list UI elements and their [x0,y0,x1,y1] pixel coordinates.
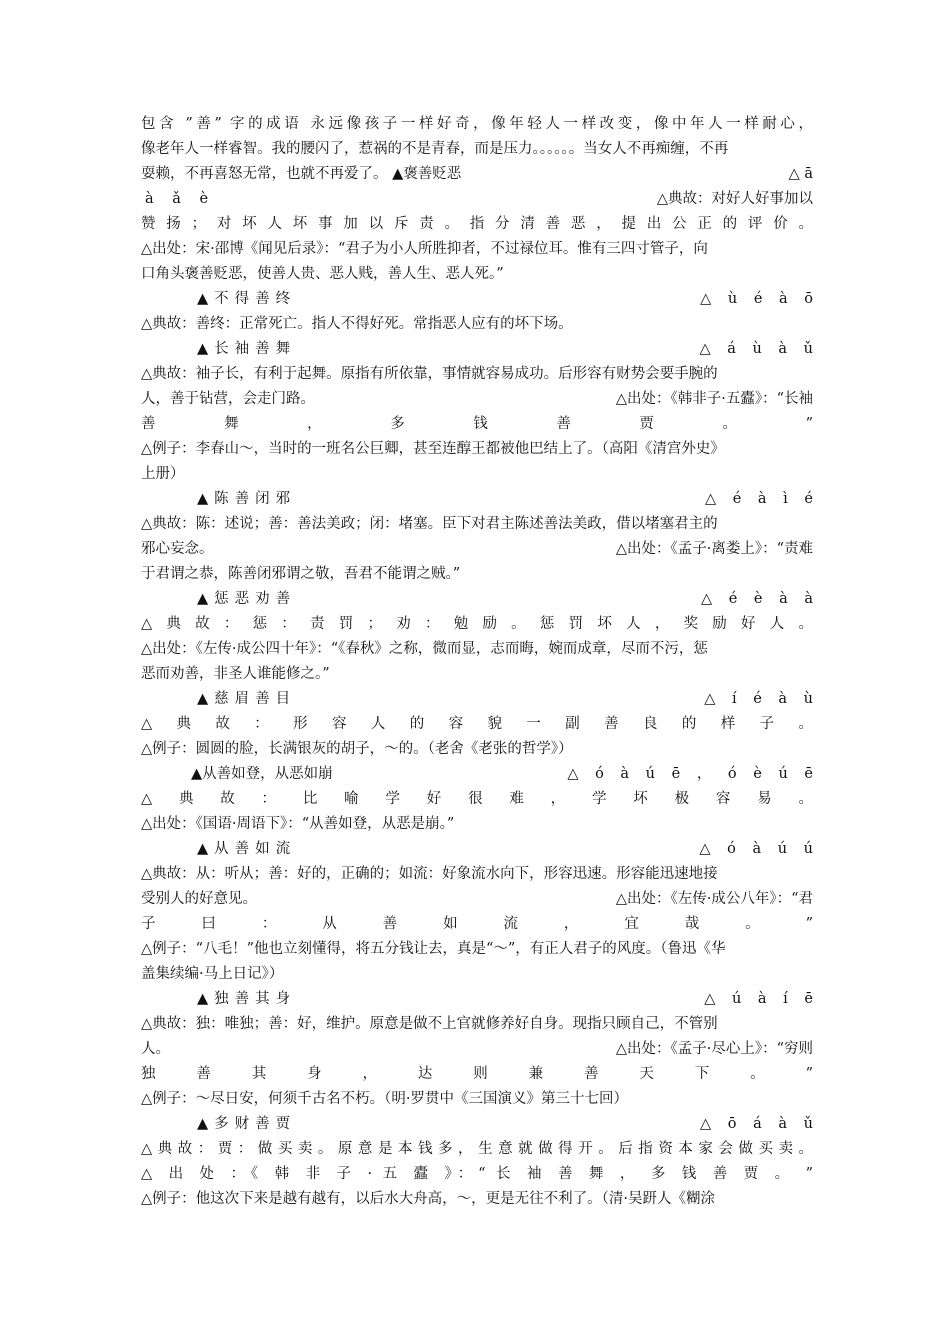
line-right: △出处：《韩非子·五蠹》：“长袖 [615,391,813,407]
idiom-title: ▲从善如登，从恶如崩 [191,766,333,782]
line-right: △ ā [788,166,813,182]
text-line [141,337,813,362]
document-page [141,112,813,1212]
idiom-pinyin: △ á ù à ǔ [699,341,813,357]
text-line [141,387,813,412]
text-line: △例子：～尽日安，何须千古名不朽。（明·罗贯中《三国演义》第三十七回） [141,1091,629,1107]
text-line: △典故：陈：述说；善：善法美政；闭：堵塞。臣下对君主陈述善法美政，借以堵塞君主的 [141,516,718,532]
text-line: △例子：“八毛！”他也立刻懂得，将五分钱让去，真是“～”，有正人君子的风度。（鲁迅《华 [141,941,726,957]
text-line: △出处：《左传·成公四十年》：“《春秋》之称，微而显，志而晦，婉而成章，尽而不污，惩 [141,641,708,657]
idiom-pinyin: △ ù é à ō [700,291,813,307]
text-line [141,837,813,862]
text-line [141,1037,813,1062]
text-line [141,187,813,212]
text-line: 恶而劝善，非圣人谁能修之。” [141,666,330,682]
idiom-pinyin: △ é à ì é [704,491,813,507]
idiom-title: ▲不得善终 [197,291,297,307]
text-line: 口角头褒善贬恶，使善人贵、恶人贱，善人生、恶人死。” [141,266,504,282]
text-line: △ 典 故 ： 形 容 人 的 容 貌 一 副 善 良 的 样 子 。 [141,716,813,732]
text-line: △典故：独：唯独；善：好，维护。原意是做不上官就修养好自身。现指只顾自己，不管别 [141,1016,718,1032]
line-left: 耍赖，不再喜怒无常，也就不再爱了。 ▲褒善贬恶 [141,166,462,182]
text-line: △ 出 处 ：《 韩 非 子 · 五 蠹 》：“ 长 袖 善 舞 ， 多 钱 善 贾 。 ” [141,1166,813,1182]
text-line: 包含 ”善” 字的成语 永远像孩子一样好奇，像年轻人一样改变，像中年人一样耐心， [141,116,813,132]
text-line: △典故：善终：正常死亡。指人不得好死。常指恶人应有的坏下场。 [141,316,573,332]
line-left: 人，善于钻营，会走门路。 [141,391,315,407]
idiom-pinyin: △ ó à ú ú [699,841,813,857]
idiom-title: ▲长袖善舞 [197,341,297,357]
text-line: △例子：李春山～，当时的一班名公巨卿，甚至连醇王都被他巴结上了。（高阳《清宫外史》 [141,441,725,457]
text-line: △ 典 故 ： 比 喻 学 好 很 难 ， 学 坏 极 容 易 。 [141,791,813,807]
text-line: △典故：从：听从；善：好的，正确的；如流：好象流水向下，形容迅速。形容能迅速地接 [141,866,718,882]
idiom-title: ▲从善如流 [197,841,297,857]
text-line: 上册） [141,466,185,482]
text-line: 像老年人一样睿智。我的腰闪了，惹祸的不是青春，而是压力。。。。。。当女人不再痴缠，不再 [141,141,729,157]
text-line: △出处：《国语·周语下》：“从善如登，从恶是崩。” [141,816,455,832]
line-right: △出处：《孟子·离娄上》：“责难 [615,541,813,557]
text-line: △例子：圆圆的脸，长满银灰的胡子，～的。（老舍《老张的哲学》） [141,741,573,757]
text-line [141,687,813,712]
text-line: 子 曰 ： 从 善 如 流 ， 宜 哉 。 ” [141,916,813,932]
text-line: 于君谓之恭，陈善闭邪谓之敬，吾君不能谓之贼。” [141,566,461,582]
idiom-pinyin: △ é è à à [700,591,813,607]
line-right: △典故：对好人好事加以 [656,191,813,207]
idiom-title: ▲陈善闭邪 [197,491,297,507]
text-line [141,587,813,612]
line-left: 邪心妄念。 [141,541,214,557]
text-line [141,1112,813,1137]
text-line: 善 舞 ， 多 钱 善 贾 。 ” [141,416,813,432]
text-line [141,762,813,787]
text-line: △典故：袖子长，有利于起舞。原指有所依靠，事情就容易成功。后形容有财势会要手腕的 [141,366,718,382]
idiom-pinyin: △ ō á à ǔ [700,1116,813,1132]
line-left: 受别人的好意见。 [141,891,257,907]
line-left: 人。 [141,1041,170,1057]
idiom-title: ▲多财善贾 [197,1116,297,1132]
text-line: 赞扬；对坏人坏事加以斥责。指分清善恶，提出公正的评价。 [141,216,813,232]
text-line: 独 善 其 身 ， 达 则 兼 善 天 下 。 ” [141,1066,813,1082]
text-line [141,487,813,512]
idiom-title: ▲独善其身 [197,991,297,1007]
idiom-title: ▲慈眉善目 [197,691,297,707]
idiom-pinyin: △ ó à ú ē ， ó è ú ē [567,766,813,782]
text-line: △例子：他这次下来是越有越有，以后水大舟高，～，更是无往不利了。（清·吴趼人《糊涂 [141,1191,716,1207]
text-line: △出处：宋·邵博《闻见后录》：“君子为小人所胜抑者，不过禄位耳。惟有三四寸管子，向 [141,241,708,257]
line-right: △出处：《左传·成公八年》：“君 [615,891,813,907]
idiom-title: ▲惩恶劝善 [197,591,297,607]
line-left: à ǎ è [145,191,209,207]
text-line [141,887,813,912]
text-line [141,987,813,1012]
idiom-pinyin: △ í é à ù [704,691,813,707]
text-line: △典故：贾：做买卖。原意是本钱多，生意就做得开。后指资本家会做买卖。 [141,1141,813,1157]
line-right: △出处：《孟子·尽心上》：“穷则 [615,1041,813,1057]
text-line [141,537,813,562]
text-line [141,162,813,187]
idiom-pinyin: △ ú à í ē [704,991,813,1007]
text-line: △典故：惩：责罚；劝：勉励。惩罚坏人，奖励好人。 [141,616,813,632]
text-line [141,287,813,312]
text-line: 盖集续编·马上日记》） [141,966,284,982]
